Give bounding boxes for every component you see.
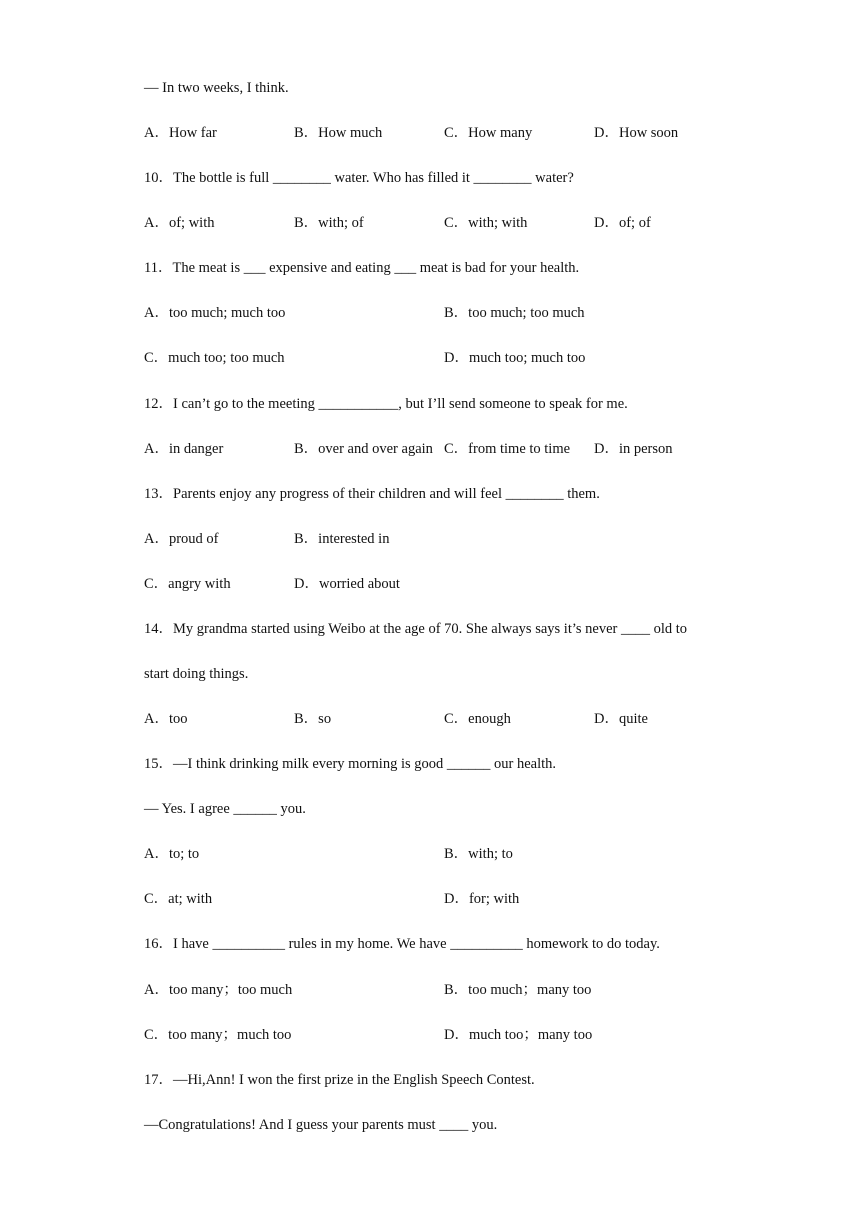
q12-option-d: D．in person — [594, 441, 673, 457]
q10-option-a: A．of; with — [144, 215, 215, 231]
q17-stem: 17．—Hi,Ann! I won the first prize in the English Speech Contest. — [144, 1072, 535, 1088]
q15-stem: 15．—I think drinking milk every morning is good ______ our health. — [144, 756, 556, 772]
q11-option-d: D．much too; much too — [444, 350, 586, 366]
q16-option-a: A．too many；too much — [144, 982, 293, 998]
q15-option-b: B．with; to — [444, 846, 513, 862]
q16-option-b: B．too much；many too — [444, 982, 592, 998]
q9-option-a: A．How far — [144, 125, 217, 141]
q14-option-a: A．too — [144, 711, 188, 727]
q12-option-c: C．from time to time — [444, 441, 571, 457]
q13-option-b: B．interested in — [294, 531, 390, 547]
q11-stem: 11．The meat is ___ expensive and eating ___ meat is bad for your health. — [144, 260, 580, 276]
q14-option-d: D．quite — [594, 711, 648, 727]
q14-option-b: B．so — [294, 711, 332, 727]
q14-stem-line-1: 14．My grandma started using Weibo at the age of 70. She always says it’s never ____ old to — [144, 621, 688, 637]
q13-option-d: D．worried about — [294, 576, 400, 592]
q15-option-a: A．to; to — [144, 846, 200, 862]
q9-answer-line: — In two weeks, I think. — [144, 80, 289, 96]
q15-option-c: C．at; with — [144, 891, 213, 907]
q9-option-c: C．How many — [444, 125, 533, 141]
q10-stem: 10．The bottle is full ________ water. Who has filled it ________ water? — [144, 170, 574, 186]
q11-option-a: A．too much; much too — [144, 305, 286, 321]
q13-option-a: A．proud of — [144, 531, 219, 547]
q16-option-d: D．much too；many too — [444, 1027, 593, 1043]
q12-option-b: B．over and over again — [294, 441, 433, 457]
q17-answer-line: —Congratulations! And I guess your parents must ____ you. — [144, 1117, 498, 1133]
q9-option-b: B．How much — [294, 125, 383, 141]
q13-stem: 13．Parents enjoy any progress of their children and will feel ________ them. — [144, 486, 600, 502]
q16-stem: 16．I have __________ rules in my home. We have __________ homework to do today. — [144, 936, 660, 952]
q12-stem: 12．I can’t go to the meeting ___________, but I’ll send someone to speak for me. — [144, 396, 628, 412]
q9-option-d: D．How soon — [594, 125, 679, 141]
q10-option-c: C．with; with — [444, 215, 528, 231]
q11-option-c: C．much too; too much — [144, 350, 285, 366]
q15-answer-line: — Yes. I agree ______ you. — [144, 801, 306, 817]
q14-option-c: C．enough — [444, 711, 511, 727]
q13-option-c: C．angry with — [144, 576, 231, 592]
q16-option-c: C．too many；much too — [144, 1027, 292, 1043]
q15-option-d: D．for; with — [444, 891, 520, 907]
q14-stem-line-2: start doing things. — [144, 666, 249, 682]
q12-option-a: A．in danger — [144, 441, 224, 457]
q11-option-b: B．too much; too much — [444, 305, 585, 321]
q10-option-b: B．with; of — [294, 215, 364, 231]
q10-option-d: D．of; of — [594, 215, 651, 231]
